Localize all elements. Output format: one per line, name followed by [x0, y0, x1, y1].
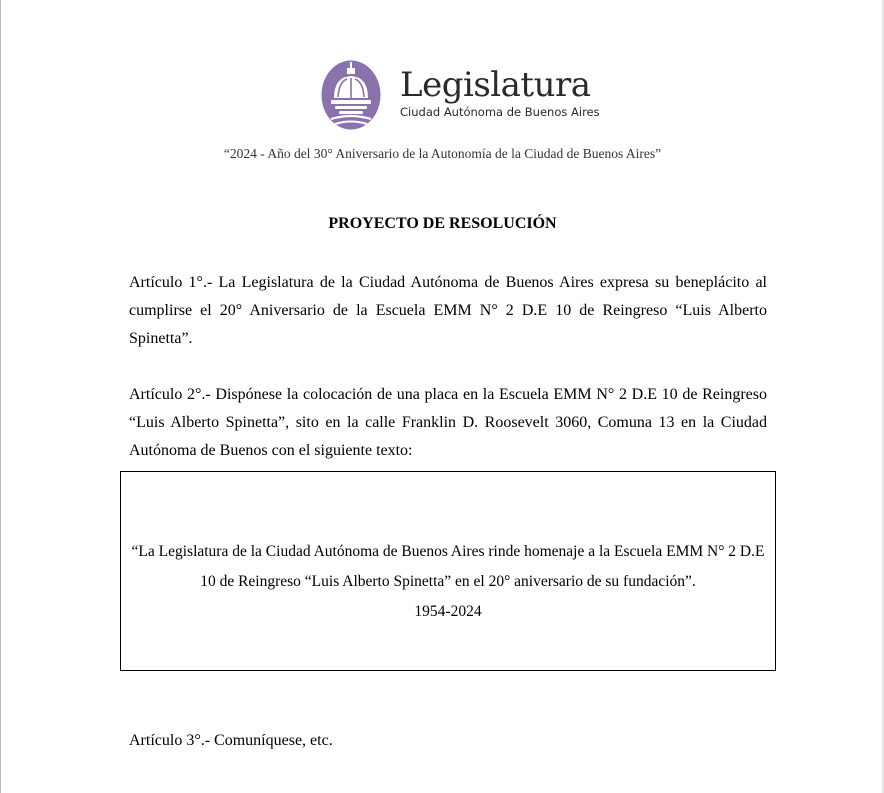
article-1-text: Artículo 1°.- La Legislatura de la Ciudad Autónoma de Buenos Aires expresa su beneplácito al cumplirse el 20° Aniversario de la Escuela EMM N° 2 D.E 10 de Reingreso “Luis Alberto Spinetta”.: [129, 274, 767, 347]
logo-text: [400, 66, 600, 119]
document-title: PROYECTO DE RESOLUCIÓN: [328, 215, 557, 232]
legislatura-logo: [321, 60, 600, 130]
logo-subtitle: Ciudad Autónoma de Buenos Aires: [400, 104, 600, 119]
plaque-text: “La Legislatura de la Ciudad Autónoma de Buenos Aires rinde homenaje a la Escuela EMM N° 2 D.E 10 de Reingreso “Luis Alberto Spinetta” en el 20° aniversario de su fundación”.: [131, 543, 765, 590]
logo-title: Legislatura: [400, 64, 591, 105]
article-1: [129, 269, 767, 353]
article-2: [129, 381, 767, 465]
dome-icon: [321, 60, 381, 130]
header-motto: “2024 - Año del 30° Aniversario de la Autonomía de la Ciudad de Buenos Aires”: [223, 146, 662, 161]
article-3-text: Artículo 3°.- Comuníquese, etc.: [129, 732, 333, 749]
plaque-box: [120, 471, 776, 671]
plaque-years: 1954-2024: [414, 603, 482, 620]
article-2-text: Artículo 2°.- Dispónese la colocación de una placa en la Escuela EMM N° 2 D.E 10 de Reingreso “Luis Alberto Spinetta”, sito en la calle Franklin D. Roosevelt 3060, Comuna 13 en la Ciudad Autónoma de Buenos con el siguiente texto:: [129, 386, 767, 459]
article-3: [129, 727, 767, 755]
